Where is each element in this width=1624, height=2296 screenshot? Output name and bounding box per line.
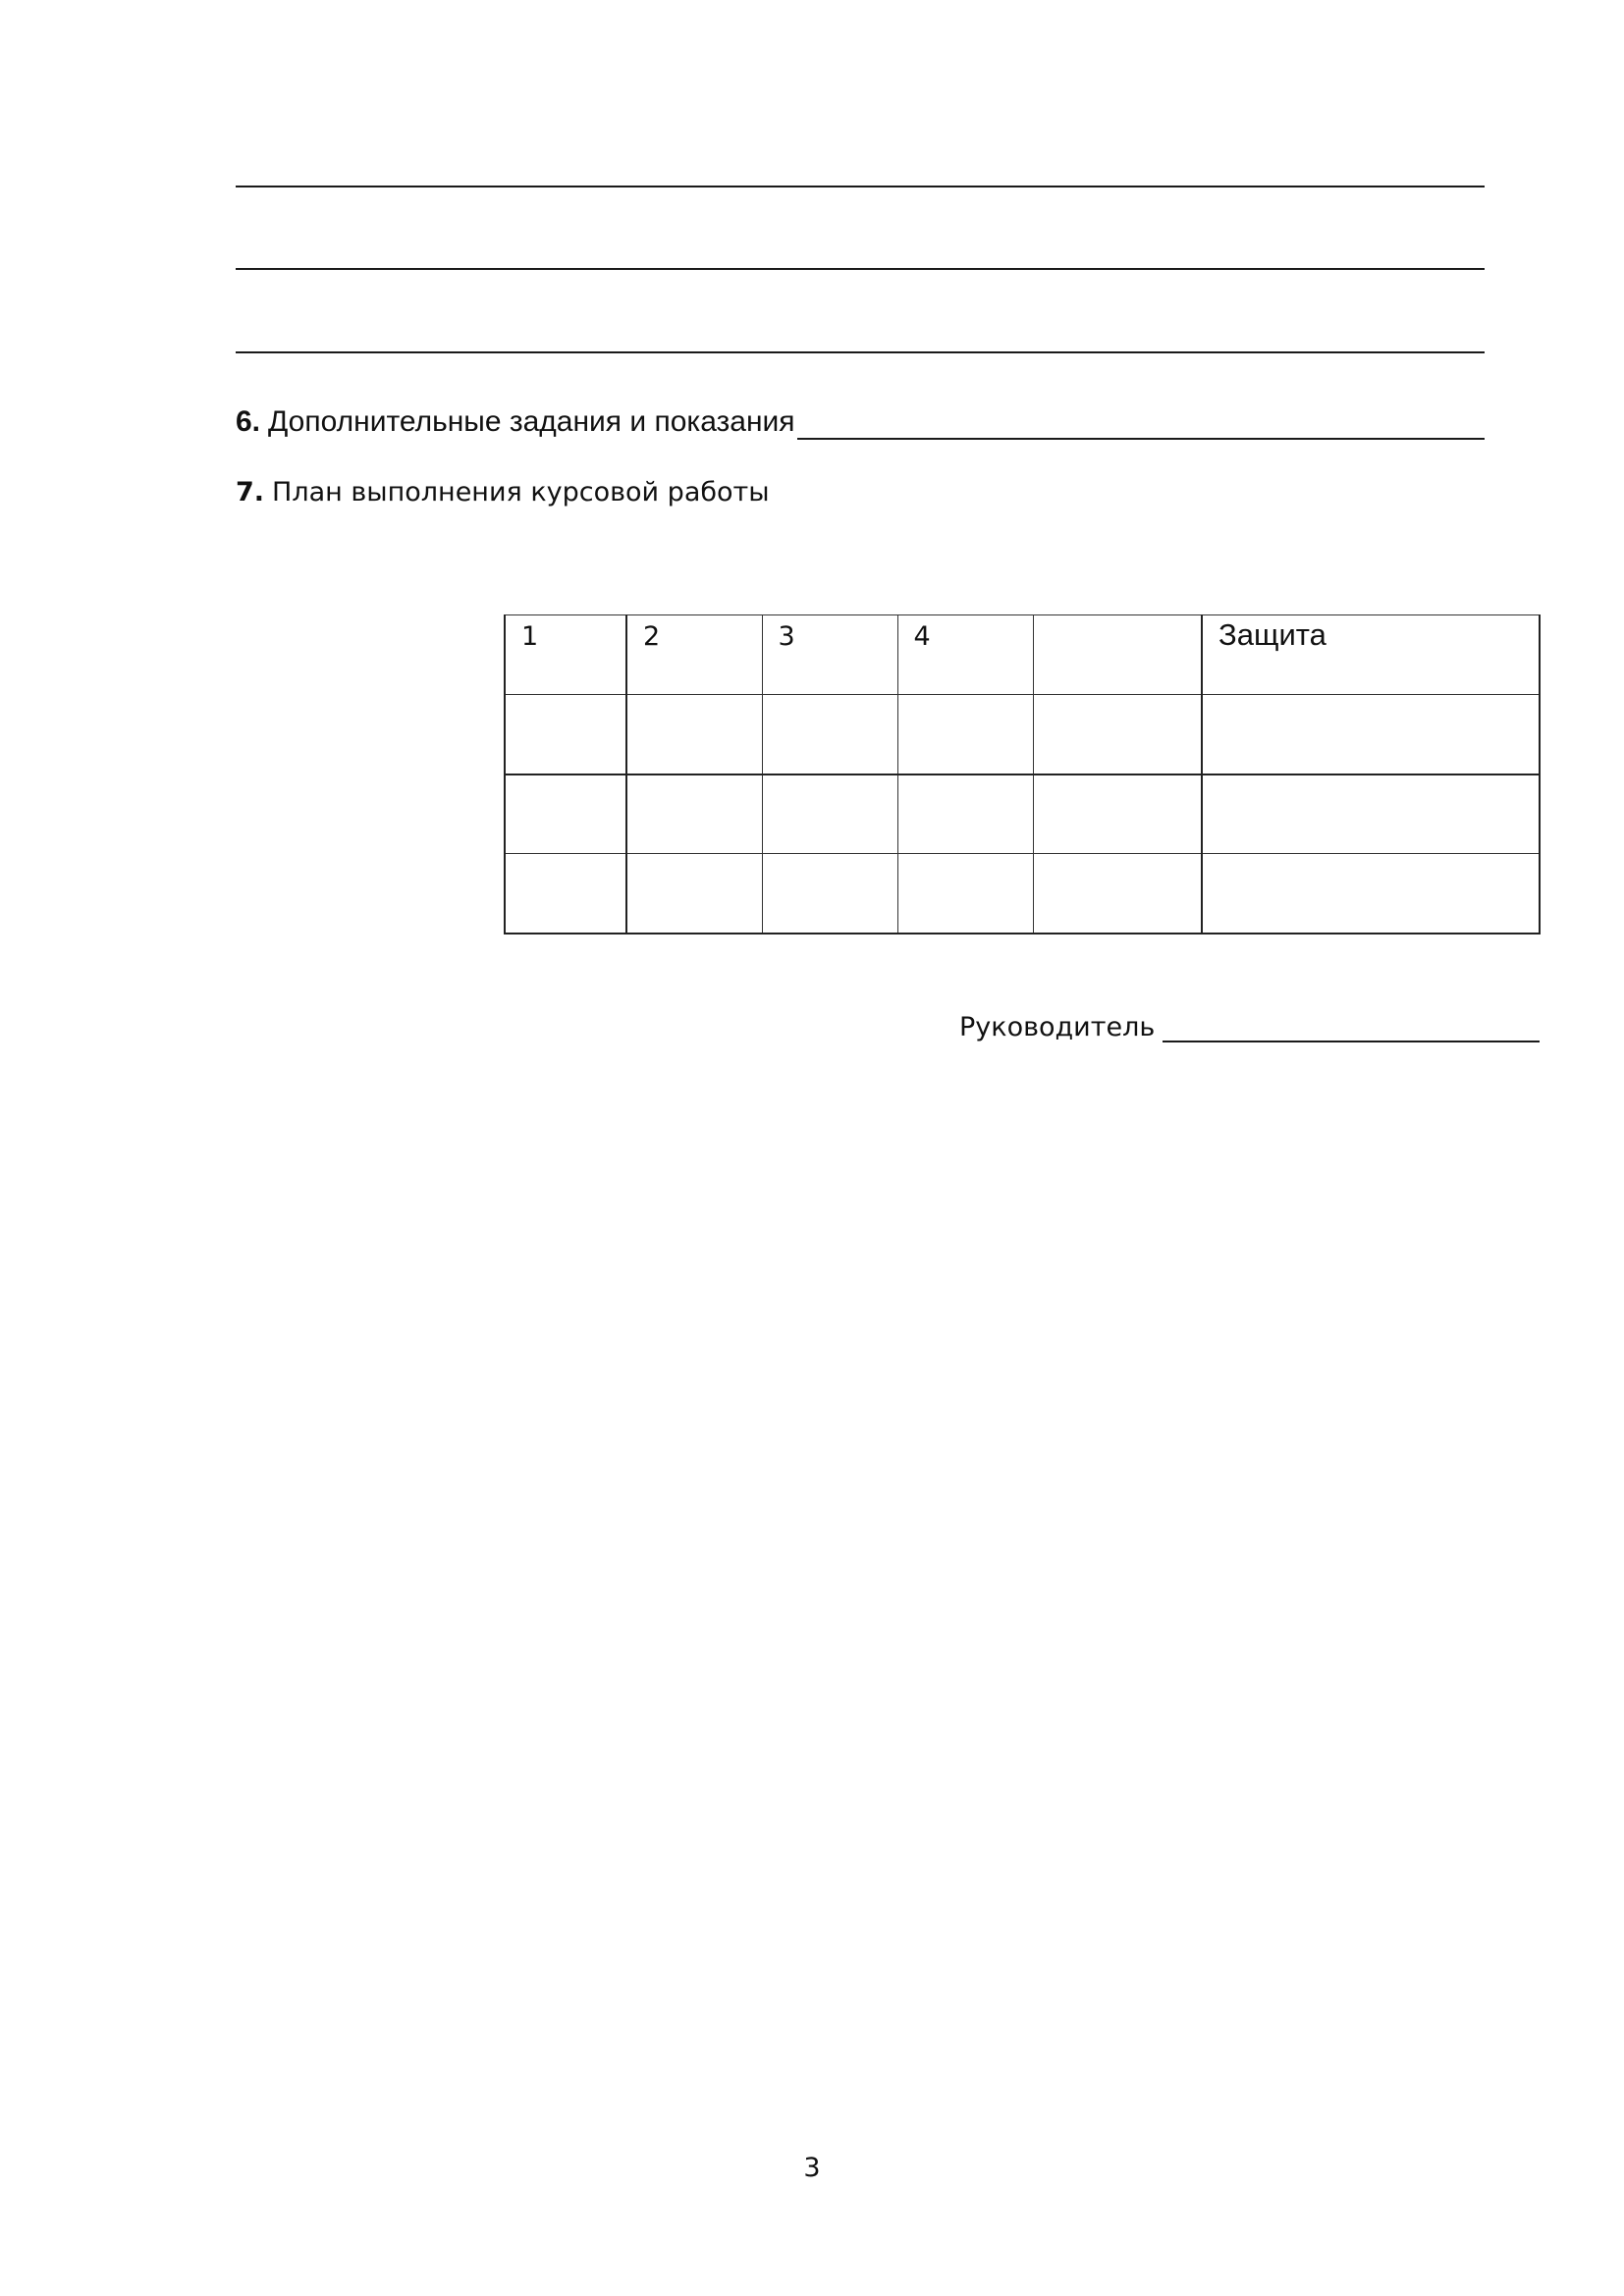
plan-table-cell <box>505 774 626 854</box>
plan-table-cell <box>626 774 762 854</box>
plan-table-header-cell: 1 <box>505 615 626 695</box>
supervisor-signature <box>959 1012 1540 1042</box>
item-7-plan-heading <box>236 475 1485 510</box>
plan-table-cell <box>762 774 897 854</box>
plan-table-cell <box>1202 695 1540 774</box>
plan-table-cell <box>505 695 626 774</box>
plan-table-row <box>505 854 1540 934</box>
item-6-fill-line <box>797 408 1485 440</box>
plan-table-cell <box>1202 774 1540 854</box>
plan-table-cell <box>626 695 762 774</box>
item-6-label: Дополнительные задания и показания <box>268 405 795 438</box>
item-7-label: План выполнения курсовой работы <box>272 477 770 507</box>
supervisor-signature-line <box>1163 1013 1540 1042</box>
plan-table-cell <box>897 854 1033 934</box>
plan-table-cell <box>626 854 762 934</box>
plan-table-cell <box>897 774 1033 854</box>
plan-table-cell <box>1202 854 1540 934</box>
blank-answer-line-3 <box>236 351 1485 353</box>
plan-table-header-cell: 4 <box>897 615 1033 695</box>
item-7-number: 7. <box>236 477 265 507</box>
plan-table-header-defense: Защита <box>1202 615 1540 695</box>
plan-table-header-cell: 2 <box>626 615 762 695</box>
plan-table-cell <box>762 854 897 934</box>
blank-answer-line-1 <box>236 186 1485 187</box>
plan-table-row <box>505 695 1540 774</box>
plan-table-cell <box>762 695 897 774</box>
blank-answer-line-2 <box>236 268 1485 270</box>
plan-table-cell <box>897 695 1033 774</box>
plan-table-cell <box>1033 774 1202 854</box>
supervisor-label: Руководитель <box>959 1012 1156 1042</box>
plan-table-header-cell <box>1033 615 1202 695</box>
plan-table-row <box>505 774 1540 854</box>
plan-table-header-cell: 3 <box>762 615 897 695</box>
plan-table <box>504 614 1541 934</box>
item-6-number: 6. <box>236 405 261 438</box>
page-number: 3 <box>803 2153 821 2183</box>
plan-table-cell <box>1033 695 1202 774</box>
plan-table-cell <box>1033 854 1202 934</box>
item-6-additional-tasks <box>236 404 1485 440</box>
plan-table-cell <box>505 854 626 934</box>
plan-table-header-row <box>505 615 1540 695</box>
